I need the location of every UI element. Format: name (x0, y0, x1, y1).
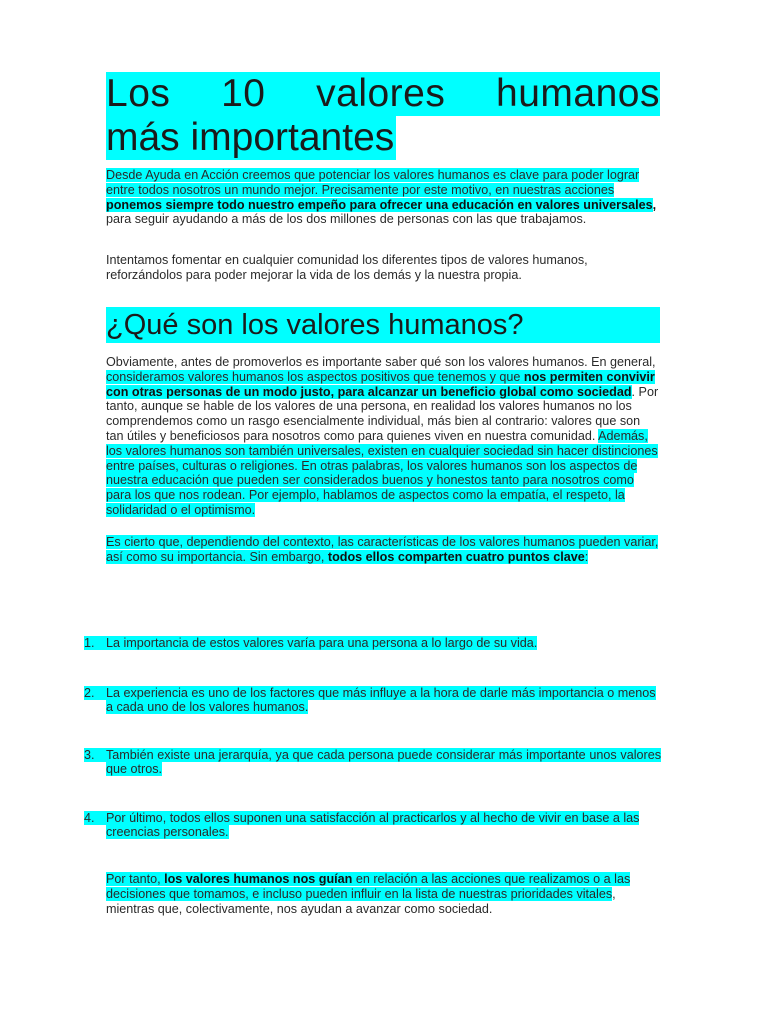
section-p1-intro: Obviamente, antes de promoverlos es importante saber qué son los valores humanos. En general, (106, 355, 656, 369)
closing-vitales: vitales (576, 886, 613, 901)
closing-highlight: en relación a las acciones que realizamos o a las decisiones que tomamos, e incluso pueden influir en la lista de nuestras prioridades (106, 872, 631, 901)
closing-rest: , mientras que, colectivamente, nos ayudan a avanzar como sociedad. (106, 886, 616, 916)
title-line-1: Los 10 valores humanos (106, 72, 660, 115)
list-item-text: La importancia de estos valores varía para una persona a lo largo de su vida. (106, 636, 538, 650)
list-item-text: La experiencia es uno de los factores que más influye a la hora de darle más importancia o menos a cada uno de los valores humanos. (106, 686, 656, 714)
list-item (84, 748, 664, 776)
section-p2-highlight: Es cierto que, dependiendo del contexto, las características de los valores humanos pueden variar, así como su importancia. Sin embargo, (106, 535, 659, 564)
section-p1-middle: . Por tanto, aunque se hable de los valores de una persona, en realidad los valores humanos no los comprendemos como un rasgo esencialmente individual, más bien al contrario: valores que son tan útiles y beneficiosos para nosotros como para quienes viven en nuestra comunidad. (106, 384, 659, 443)
section-p1-bold: nos permiten convivir con otras personas de un modo justo, para alcanzar un beneficio global como sociedad (106, 369, 655, 399)
list-item-number: 1. (84, 636, 106, 650)
closing-paragraph (106, 872, 661, 916)
section-heading: ¿Qué son los valores humanos? (106, 307, 660, 343)
intro-paragraph-1 (106, 168, 661, 227)
closing-bold: los valores humanos nos guían (164, 872, 353, 886)
intro-p1-comma: , (652, 197, 657, 212)
list-item (84, 811, 664, 839)
page-title (106, 72, 660, 160)
intro-p1-bold: ponemos siempre todo nuestro empeño para ofrecer una educación en valores universales (106, 197, 653, 212)
list-item-number: 4. (84, 811, 106, 825)
list-item (84, 686, 664, 714)
intro-p1-highlight: Desde Ayuda en Acción creemos que potenciar los valores humanos es clave para poder lograr entre todos nosotros un mundo mejor. Precisamente por este motivo, en nuestras acciones (106, 168, 640, 197)
section-paragraph-2 (106, 535, 661, 565)
title-line-2: más importantes (106, 116, 395, 159)
list-item-number: 3. (84, 748, 106, 762)
list-item-text: También existe una jerarquía, ya que cada persona puede considerar más importante unos valores que otros. (106, 748, 661, 776)
intro-p1-rest: para seguir ayudando a más de los dos millones de personas con las que trabajamos. (106, 212, 587, 227)
section-p1-highlight-end: Además, los valores humanos son también universales, existen en cualquier sociedad sin hacer distinciones entre países, culturas o religiones. En otras palabras, los valores humanos son los aspectos de nuestra educación que pueden ser considerados buenos y honestos tanto para nosotros como para los que nos rodean. Por ejemplo, hablamos de aspectos como la empatía, el respeto, la solidaridad o el optimismo. (106, 428, 658, 517)
section-p2-bold: todos ellos comparten cuatro puntos clave (327, 549, 585, 564)
list-item (84, 636, 664, 650)
list-item-text: Por último, todos ellos suponen una satisfacción al practicarlos y al hecho de vivir en base a las creencias personales. (106, 811, 640, 839)
section-paragraph-1 (106, 355, 661, 518)
list-item-number: 2. (84, 686, 106, 700)
intro-paragraph-2: Intentamos fomentar en cualquier comunidad los diferentes tipos de valores humanos, reforzándolos para poder mejorar la vida de los demás y la nuestra propia. (106, 253, 588, 282)
closing-intro: Por tanto, (106, 872, 165, 886)
section-p1-highlight: consideramos valores humanos los aspectos positivos que tenemos y que (106, 369, 524, 384)
section-p2-colon: : (584, 549, 589, 564)
